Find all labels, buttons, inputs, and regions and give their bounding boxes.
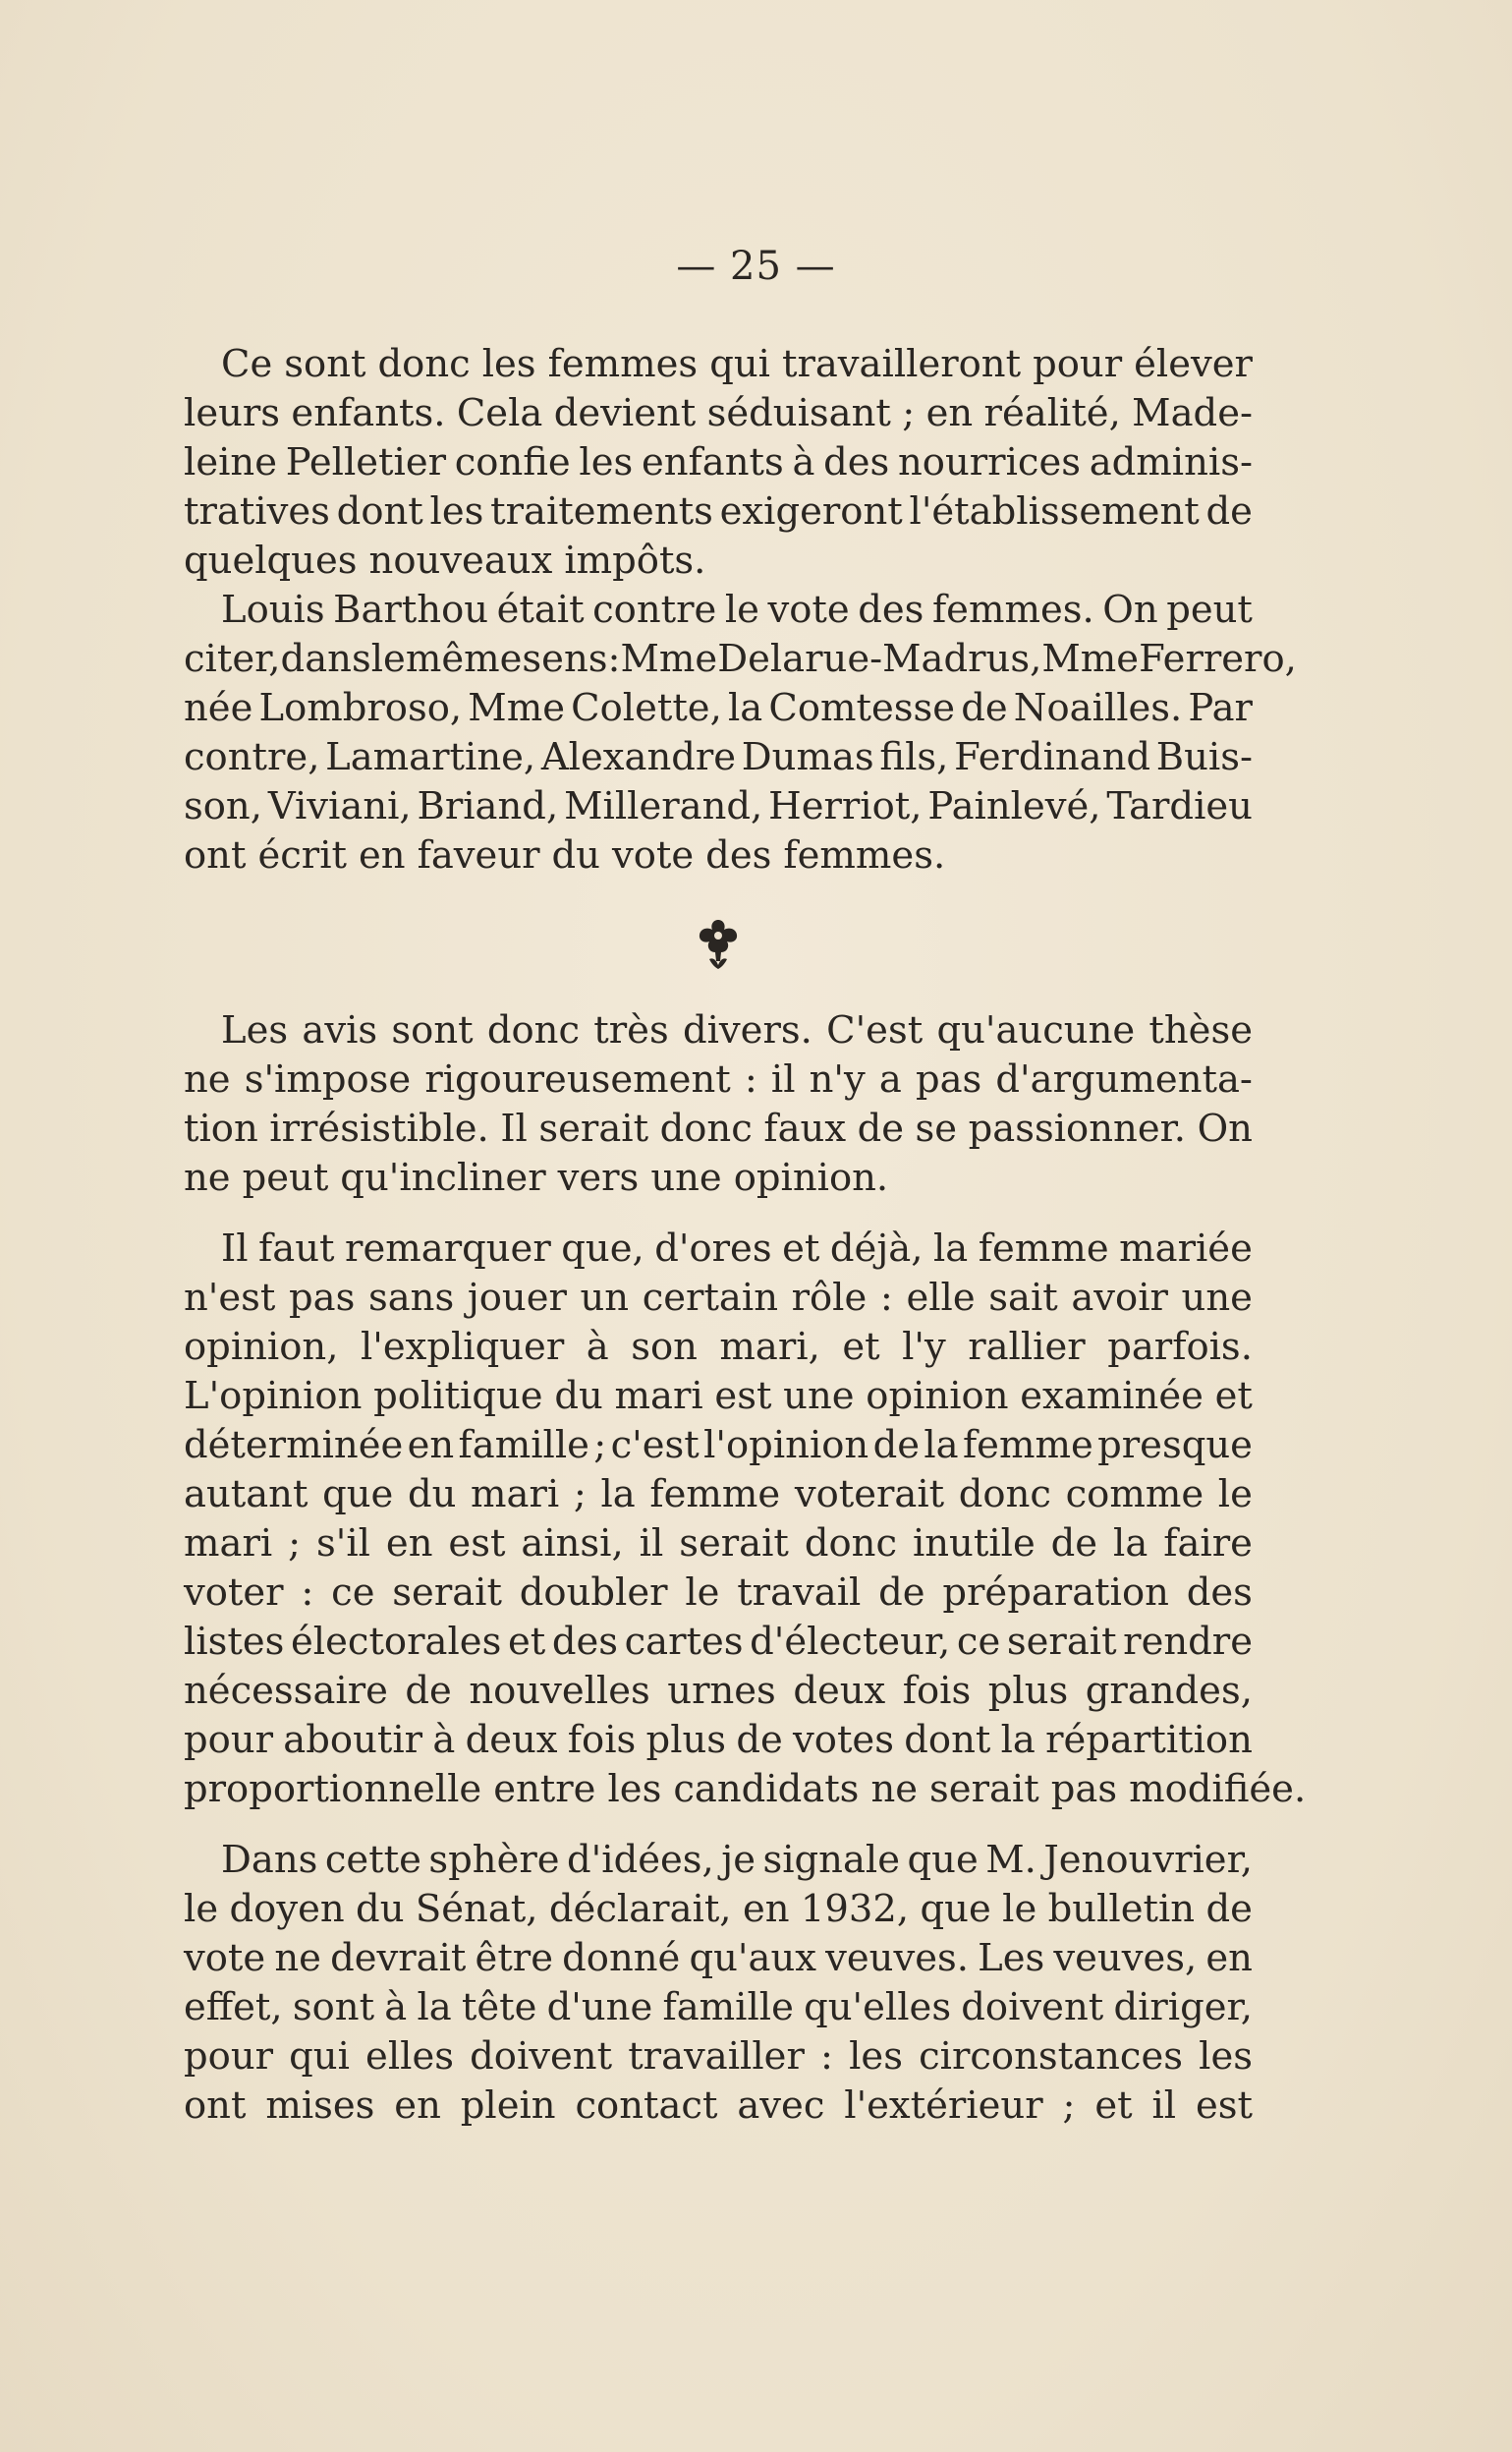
text-line: ont mises en plein contact avec l'extérieur ; et il est <box>184 2083 1253 2128</box>
text-line: ont écrit en faveur du vote des femmes. <box>184 833 946 878</box>
text-line: listes électorales et des cartes d'électeur, ce serait rendre <box>184 1620 1253 1664</box>
text-line: nécessaire de nouvelles urnes deux fois plus grandes, <box>184 1669 1253 1713</box>
text-line: vote ne devrait être donné qu'aux veuves. Les veuves, en <box>184 1936 1253 1980</box>
body-text <box>184 340 1307 2131</box>
text-line: pour aboutir à deux fois plus de votes dont la répartition <box>184 1718 1253 1762</box>
text-line: Il faut remarquer que, d'ores et déjà, la femme mariée <box>221 1226 1253 1271</box>
text-line: contre, Lamartine, Alexandre Dumas fils, Ferdinand Buis- <box>184 735 1253 779</box>
text-line: quelques nouveaux impôts. <box>184 539 706 583</box>
text-line: pour qui elles doivent travailler : les circonstances les <box>184 2034 1253 2079</box>
text-line: citer, dans le même sens : Mme Delarue-Madrus, Mme Ferrero, <box>184 637 1297 681</box>
text-line: voter : ce serait doubler le travail de préparation des <box>184 1570 1253 1615</box>
text-line: Les avis sont donc très divers. C'est qu'aucune thèse <box>221 1008 1253 1053</box>
text-line: opinion, l'expliquer à son mari, et l'y rallier parfois. <box>184 1325 1253 1369</box>
text-line: Ce sont donc les femmes qui travailleront pour élever <box>221 342 1253 386</box>
text-line: Dans cette sphère d'idées, je signale que M. Jenouvrier, <box>221 1838 1253 1882</box>
text-line: effet, sont à la tête d'une famille qu'elles doivent diriger, <box>184 1985 1253 2029</box>
text-line: tratives dont les traitements exigeront l'établissement de <box>184 489 1253 534</box>
text-line: mari ; s'il en est ainsi, il serait donc inutile de la faire <box>184 1521 1253 1566</box>
text-line: déterminée en famille ; c'est l'opinion de la femme presque <box>184 1423 1253 1467</box>
text-line: ne peut qu'incliner vers une opinion. <box>184 1156 889 1200</box>
paragraph-1 <box>184 340 1253 586</box>
text-line: L'opinion politique du mari est une opinion examinée et <box>184 1374 1253 1418</box>
text-line: proportionnelle entre les candidats ne serait pas modifiée. <box>184 1767 1307 1811</box>
fleuron-icon <box>696 916 741 971</box>
paragraph-2 <box>184 586 1297 881</box>
text-line: tion irrésistible. Il serait donc faux de se passionner. On <box>184 1107 1253 1151</box>
text-line: son, Viviani, Briand, Millerand, Herriot, Painlevé, Tardieu <box>184 784 1253 828</box>
page-number: — 25 — <box>676 244 836 289</box>
text-line: leurs enfants. Cela devient séduisant ; en réalité, Made- <box>184 391 1253 435</box>
paragraph-4 <box>184 1225 1307 1814</box>
text-line: autant que du mari ; la femme voterait donc comme le <box>184 1472 1253 1516</box>
text-line: le doyen du Sénat, déclarait, en 1932, que le bulletin de <box>184 1887 1253 1931</box>
section-divider <box>184 881 1253 1006</box>
text-line: n'est pas sans jouer un certain rôle : elle sait avoir une <box>184 1276 1253 1320</box>
text-line: leine Pelletier confie les enfants à des nourrices adminis- <box>184 440 1253 485</box>
paragraph-3 <box>184 1006 1253 1203</box>
paragraph-5 <box>184 1836 1253 2131</box>
text-line: Louis Barthou était contre le vote des femmes. On peut <box>221 588 1253 632</box>
text-line: née Lombroso, Mme Colette, la Comtesse de Noailles. Par <box>184 686 1253 730</box>
text-line: ne s'impose rigoureusement : il n'y a pas d'argumenta- <box>184 1057 1253 1102</box>
